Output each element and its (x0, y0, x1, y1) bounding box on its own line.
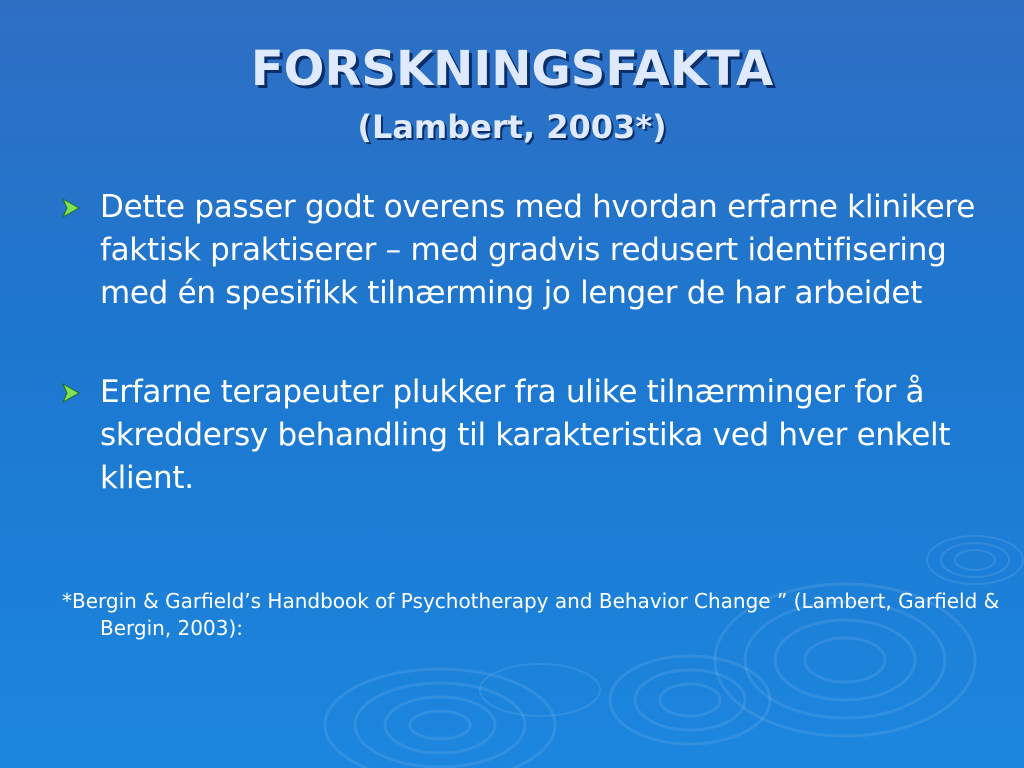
bullet-text: Erfarne terapeuter plukker fra ulike tilnærminger for å skreddersy behandling til karakteristika ved hver enkelt klient. (100, 374, 951, 496)
bullet-item (62, 186, 982, 315)
bullet-item (62, 371, 982, 500)
slide-subtitle: (Lambert, 2003*) (357, 108, 667, 146)
bullet-list (62, 186, 982, 500)
arrowhead-bullet-icon (62, 383, 80, 403)
footnote-citation: *Bergin & Garfield’s Handbook of Psychotherapy and Behavior Change ” (Lambert, Garfield & Bergin, 2003): (62, 589, 1000, 640)
arrowhead-bullet-icon (62, 198, 80, 218)
slide-title: FORSKNINGSFAKTA (250, 41, 774, 97)
bullet-text: Dette passer godt overens med hvordan erfarne klinikere faktisk praktiserer – med gradvis redusert identifisering med én spesifikk tilnærming jo lenger de har arbeidet (100, 189, 975, 311)
